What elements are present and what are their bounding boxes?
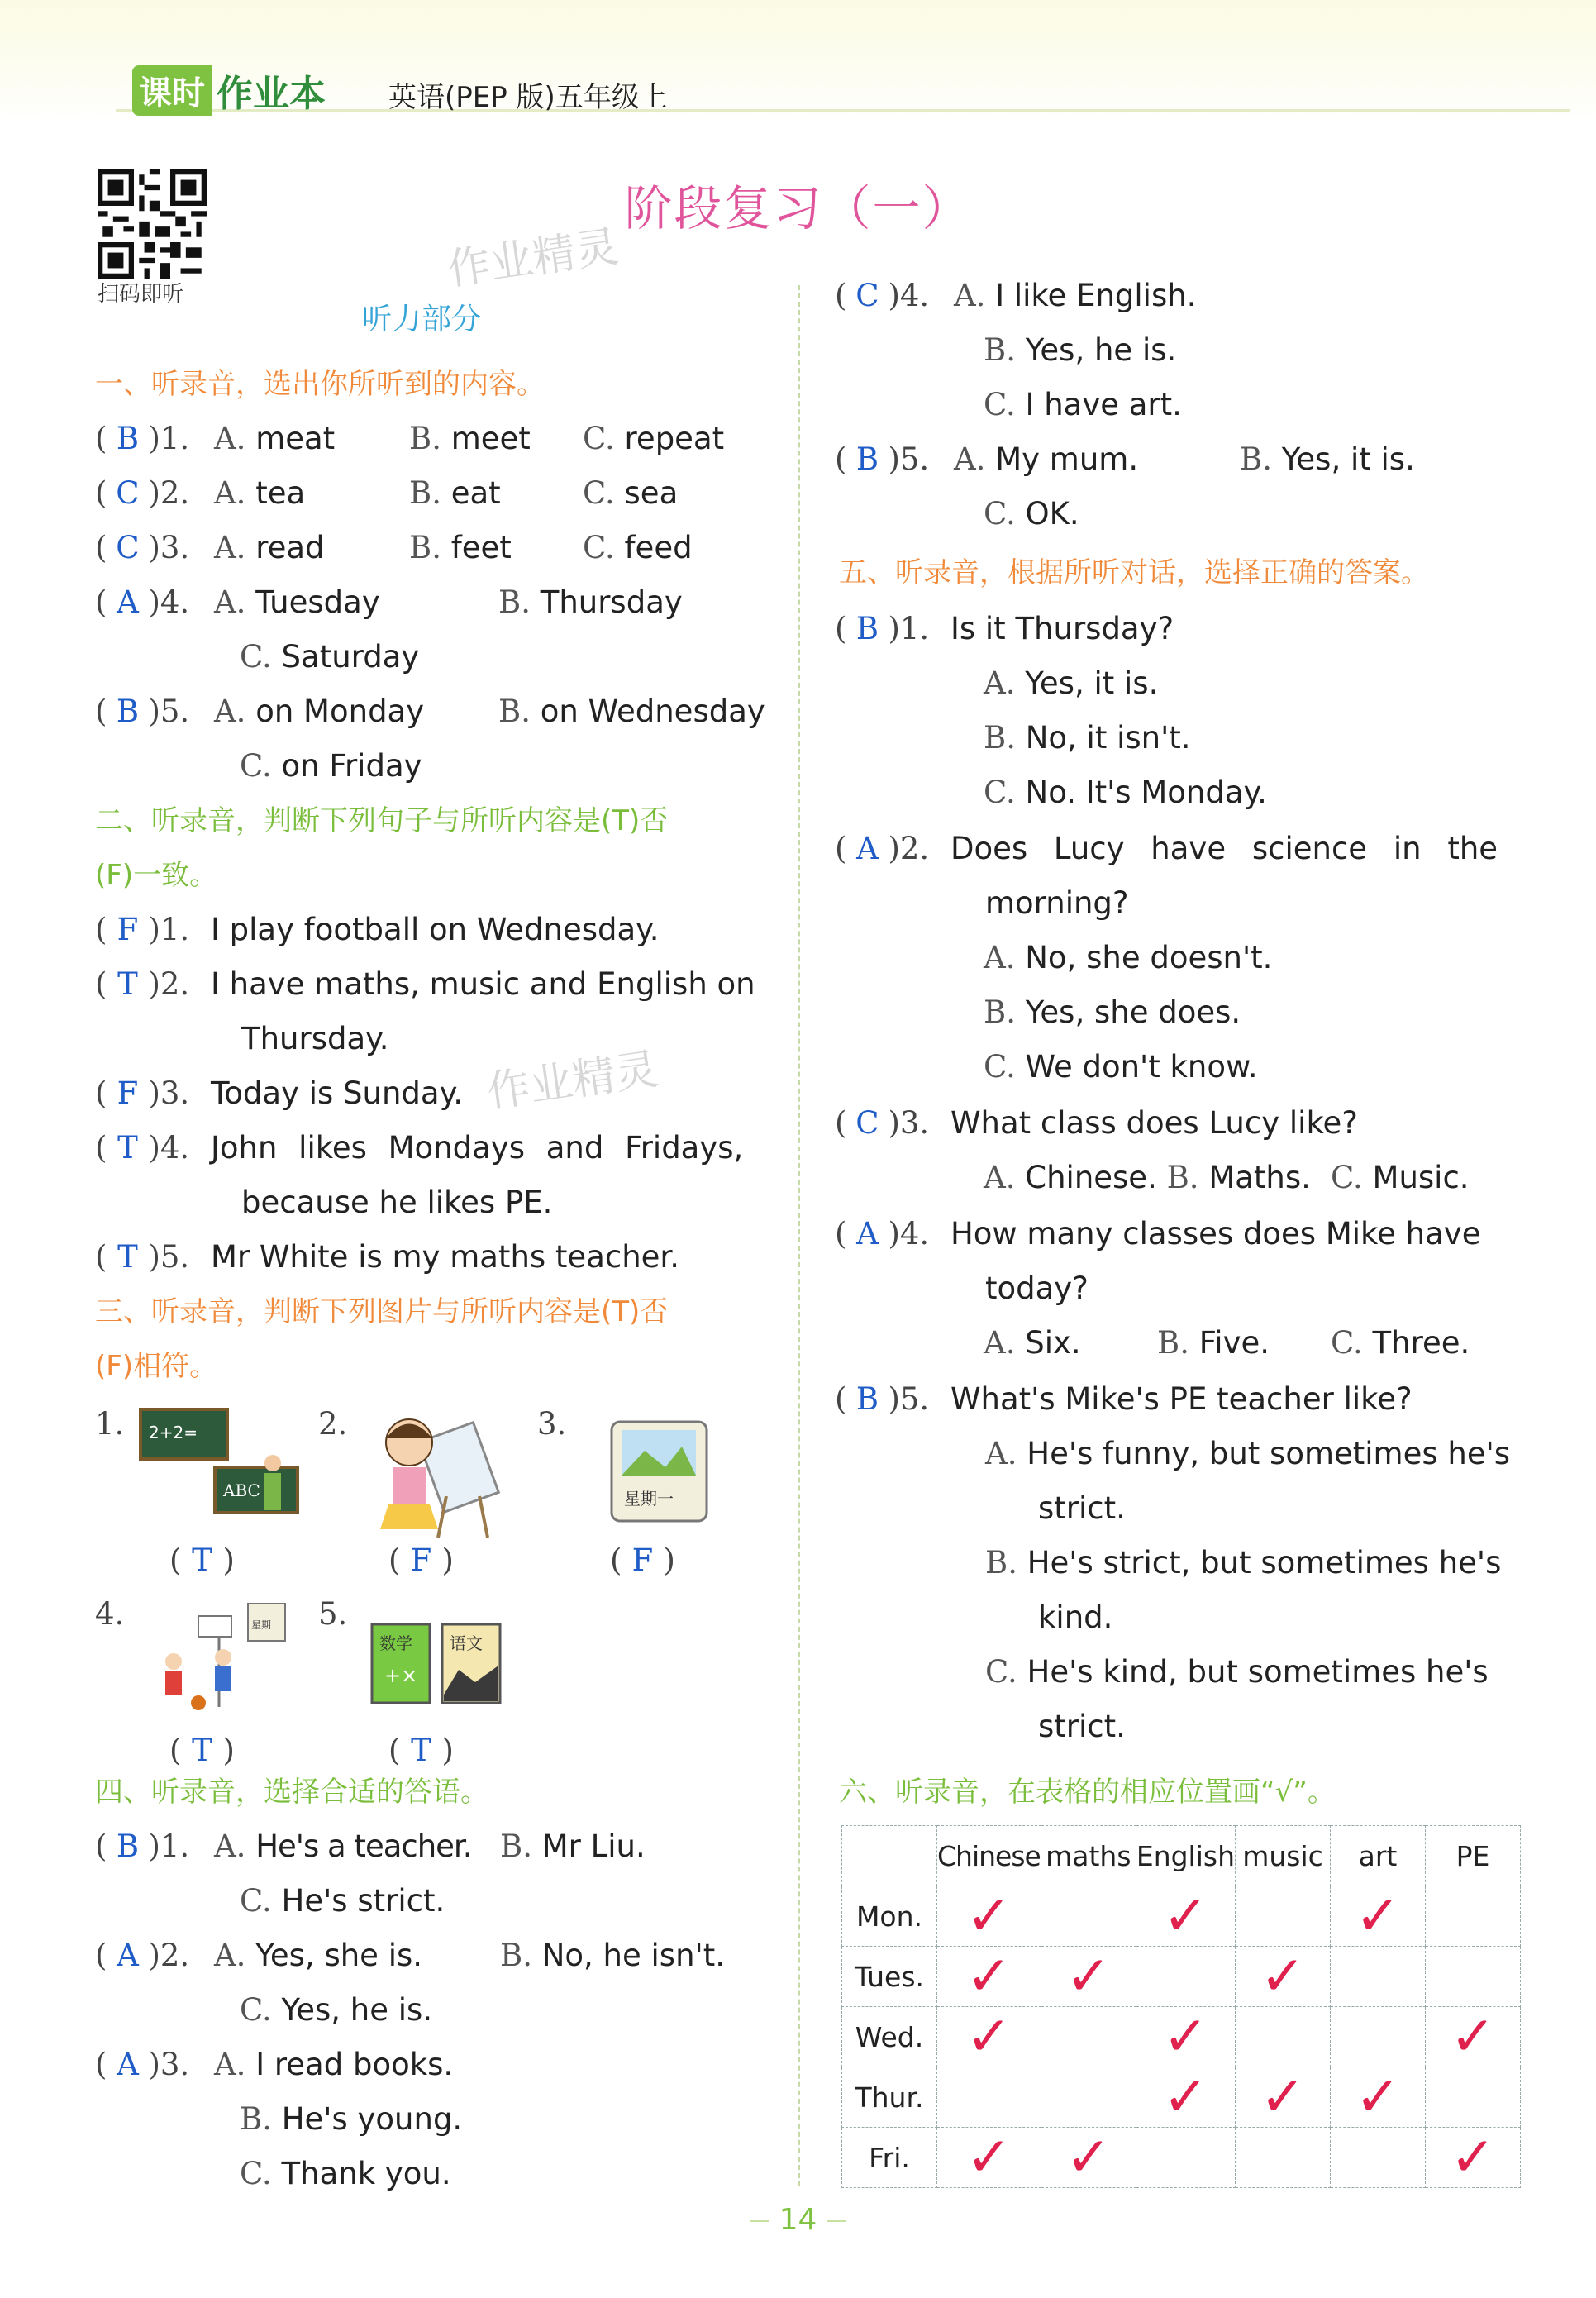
check-mark-icon: ✓: [1260, 1944, 1306, 2008]
s5-item-5-b: B. He's strict, but sometimes he's: [985, 1545, 1502, 1580]
s3-answer-5: ( T ): [388, 1724, 454, 1778]
s5-item-4: ( A )4. How many classes does Mike have: [835, 1207, 1480, 1261]
s2-item-2-cont: Thursday.: [241, 1021, 389, 1056]
s4-item-5: ( B )5. A. My mum. B. Yes, it is.: [835, 432, 1138, 487]
s5-item-5-a-cont: strict.: [1038, 1490, 1126, 1526]
page-title: 阶段复习（一）: [624, 180, 972, 236]
row-header: Tues.: [842, 1947, 937, 2007]
s5-item-1-a: A. Yes, it is.: [984, 665, 1159, 701]
answer: B: [855, 441, 879, 477]
s1-item-4: ( A )4. A. Tuesday B. Thursday: [95, 575, 380, 630]
s4-item-5-c: C. OK.: [984, 496, 1079, 532]
page-number: 14: [0, 2203, 1596, 2237]
s5-item-3: ( C )3. What class does Lucy like?: [835, 1096, 1358, 1151]
check-mark-icon: ✓: [1065, 1944, 1112, 2008]
tick-cell: [1426, 2007, 1521, 2067]
brand-part-a: 课时: [132, 65, 212, 116]
s4-item-4-c: C. I have art.: [984, 387, 1182, 422]
section-1-heading: 一、听录音，选出你所听到的内容。: [95, 368, 545, 401]
section-5-heading: 五、听录音，根据所听对话，选择正确的答案。: [839, 556, 1429, 589]
section-4-heading: 四、听录音，选择合适的答语。: [95, 1776, 488, 1809]
s5-item-2-cont: morning?: [985, 885, 1129, 921]
pic-text: ABC: [223, 1480, 260, 1500]
s5-item-2-a: A. No, she doesn't.: [984, 940, 1273, 975]
check-mark-icon: ✓: [1162, 2065, 1209, 2129]
answer: F: [117, 912, 139, 947]
table-row: [842, 1947, 1521, 2007]
check-mark-icon: ✓: [1450, 2125, 1496, 2189]
tick-cell: [937, 2007, 1041, 2067]
column-header: art: [1331, 1826, 1426, 1886]
s1-item-2: ( C )2. A. tea B. eat C. sea: [95, 466, 305, 521]
column-divider: [798, 285, 800, 2186]
watermark: 作业精灵: [444, 222, 622, 296]
tick-cell: [1041, 2067, 1136, 2128]
s4-item-4: ( C )4. A. I like English.: [835, 269, 1196, 323]
s4-item-3-b: B. He's young.: [240, 2101, 463, 2137]
answer: B: [855, 611, 879, 646]
row-header: Thur.: [842, 2067, 937, 2128]
s4-item-1-c: C. He's strict.: [240, 1883, 445, 1919]
answer: A: [856, 1216, 879, 1252]
s4-item-3-c: C. Thank you.: [240, 2156, 451, 2191]
check-mark-icon: ✓: [965, 2005, 1012, 2068]
answer: A: [117, 1938, 139, 1973]
tick-cell: [937, 2125, 1041, 2189]
check-mark-icon: ✓: [1450, 2005, 1496, 2068]
s2-item-4: ( T )4. John likes Mondays and Fridays,: [95, 1121, 743, 1175]
timetable: [841, 1825, 1521, 2188]
pic-text: 星期: [251, 1619, 272, 1631]
answer: F: [631, 1542, 654, 1578]
pic-text: 2+2=: [149, 1423, 198, 1442]
s5-item-4-cont: today?: [985, 1271, 1089, 1306]
s1-item-1: ( B )1. A. meat B. meet C. repeat: [95, 412, 335, 466]
tick-cell: [1236, 2067, 1331, 2128]
s3-picture-4: [141, 1600, 293, 1724]
answer: T: [117, 966, 138, 1002]
s2-item-1: ( F )1. I play football on Wednesday.: [95, 903, 660, 957]
tick-cell: [1331, 1947, 1426, 2007]
tick-cell: [1426, 2067, 1521, 2128]
answer: A: [856, 831, 879, 866]
tick-cell: [1426, 2125, 1521, 2189]
header-rule: [116, 109, 1570, 112]
answer: A: [117, 584, 139, 620]
brand-logo: [132, 66, 326, 114]
answer: T: [411, 1733, 431, 1768]
tick-cell: [1136, 2007, 1235, 2067]
s3-num-4: 4.: [95, 1596, 125, 1632]
tick-cell: [1236, 1886, 1331, 1947]
tick-cell: [1331, 1886, 1426, 1947]
column-header: Chinese: [937, 1826, 1041, 1886]
tick-cell: [1426, 1947, 1521, 2007]
tick-cell: [937, 2067, 1041, 2128]
s5-item-1-b: B. No, it isn't.: [984, 720, 1191, 756]
column-header: music: [1236, 1826, 1331, 1886]
s4-item-3: ( A )3. A. I read books.: [95, 2038, 453, 2092]
s3-answer-2: ( F ): [388, 1533, 454, 1588]
s3-num-2: 2.: [318, 1406, 348, 1442]
check-mark-icon: ✓: [1162, 1884, 1209, 1948]
s3-picture-3: [603, 1409, 715, 1529]
s4-item-2: ( A )2. A. Yes, she is. B. No, he isn't.: [95, 1929, 422, 1983]
s1-item-5: ( B )5. A. on Monday B. on Wednesday: [95, 684, 424, 739]
pic-text: 数学: [379, 1633, 412, 1653]
s3-num-3: 3.: [537, 1406, 567, 1442]
answer: B: [116, 1828, 140, 1864]
section-3-heading-cont: (F)相符。: [95, 1350, 218, 1383]
tick-cell: [1426, 1886, 1521, 1947]
tick-cell: [1041, 2125, 1136, 2189]
tick-cell: [1136, 2067, 1235, 2128]
s4-item-2-c: C. Yes, he is.: [240, 1992, 433, 2028]
s3-num-5: 5.: [318, 1596, 348, 1632]
tick-cell: [937, 1944, 1041, 2008]
row-header: Wed.: [842, 2007, 937, 2067]
pic-text: 星期一: [624, 1489, 674, 1509]
answer: T: [117, 1130, 138, 1166]
s2-item-2: ( T )2. I have maths, music and English on: [95, 957, 755, 1012]
tick-cell: [1041, 2007, 1136, 2067]
answer: F: [117, 1075, 139, 1111]
tick-cell: [1136, 1886, 1235, 1947]
s3-picture-1: [136, 1405, 302, 1538]
table-row: [842, 1886, 1521, 1947]
table-row: [842, 2067, 1521, 2128]
s5-item-3-options: A. Chinese. B. Maths. C. Music.: [984, 1160, 1470, 1195]
check-mark-icon: ✓: [965, 1944, 1012, 2008]
answer: T: [192, 1542, 212, 1578]
s3-picture-2: [364, 1405, 512, 1542]
section-2-heading: 二、听录音，判断下列句子与所听内容是(T)否: [95, 804, 669, 837]
answer: F: [410, 1542, 432, 1578]
check-mark-icon: ✓: [1162, 2005, 1209, 2068]
column-header: English: [1136, 1826, 1235, 1886]
tick-cell: [1041, 1944, 1136, 2008]
answer: T: [117, 1239, 138, 1275]
row-header: Fri.: [842, 2128, 937, 2188]
tick-cell: [1331, 2007, 1426, 2067]
check-mark-icon: ✓: [965, 1884, 1012, 1948]
s5-item-2-b: B. Yes, she does.: [984, 994, 1241, 1030]
s5-item-5-b-cont: kind.: [1038, 1600, 1113, 1635]
s5-item-5-c: C. He's kind, but sometimes he's: [985, 1654, 1489, 1690]
answer: C: [116, 475, 140, 511]
check-mark-icon: ✓: [1065, 2125, 1112, 2189]
answer: B: [855, 1381, 879, 1417]
tick-cell: [1331, 2128, 1426, 2188]
s2-item-5: ( T )5. Mr White is my maths teacher.: [95, 1230, 679, 1285]
s3-answer-3: ( F ): [610, 1533, 675, 1588]
s5-item-1-c: C. No. It's Monday.: [984, 775, 1267, 810]
row-header: Mon.: [842, 1886, 937, 1947]
s5-item-1: ( B )1. Is it Thursday?: [835, 602, 1174, 656]
s5-item-2-c: C. We don't know.: [984, 1049, 1258, 1085]
s1-item-4-c: C. Saturday: [240, 639, 420, 675]
section-3-heading: 三、听录音，判断下列图片与所听内容是(T)否: [95, 1295, 669, 1328]
section-2-heading-cont: (F)一致。: [95, 859, 218, 892]
answer: B: [116, 421, 140, 456]
s5-item-2: ( A )2. Does Lucy have science in the: [835, 822, 1498, 876]
answer: C: [855, 1105, 879, 1141]
subject-label: 英语(PEP 版)五年级上: [388, 81, 668, 114]
table-row: [842, 2007, 1521, 2067]
check-mark-icon: ✓: [1260, 2065, 1306, 2129]
tick-cell: [937, 1886, 1041, 1947]
tick-cell: [1236, 1944, 1331, 2008]
answer: A: [117, 2047, 139, 2082]
qr-caption: 扫码即听: [98, 282, 184, 307]
table-row: [842, 2128, 1521, 2188]
column-header: PE: [1426, 1826, 1521, 1886]
answer: B: [116, 694, 140, 729]
column-header: maths: [1041, 1826, 1136, 1886]
svg-text:+×: +×: [384, 1664, 418, 1687]
tick-cell: [1136, 1947, 1235, 2007]
table-header-row: [842, 1826, 1521, 1886]
brand-part-b: 作业本: [217, 73, 326, 115]
s5-item-5-a: A. He's funny, but sometimes he's: [985, 1436, 1511, 1471]
check-mark-icon: ✓: [1355, 1884, 1401, 1948]
check-mark-icon: ✓: [965, 2125, 1012, 2189]
s1-item-5-c: C. on Friday: [240, 748, 422, 784]
s2-item-3: ( F )3. Today is Sunday.: [95, 1066, 463, 1121]
s1-item-3: ( C )3. A. read B. feet C. feed: [95, 521, 325, 575]
s3-num-1: 1.: [95, 1406, 125, 1442]
check-mark-icon: ✓: [1355, 2065, 1401, 2129]
tick-cell: [1236, 2128, 1331, 2188]
s2-item-4-cont: because he likes PE.: [241, 1185, 553, 1220]
listening-part-label: 听力部分: [362, 303, 482, 336]
s3-answer-4: ( T ): [169, 1724, 235, 1778]
pic-text: 语文: [450, 1633, 483, 1653]
answer: C: [116, 530, 140, 565]
s3-answer-1: ( T ): [169, 1533, 235, 1588]
tick-cell: [1041, 1886, 1136, 1947]
s5-item-4-options: A. Six. B. Five. C. Three.: [984, 1325, 1470, 1361]
s4-item-4-b: B. Yes, he is.: [984, 332, 1177, 368]
tick-cell: [1331, 2067, 1426, 2128]
s5-item-5-c-cont: strict.: [1038, 1709, 1126, 1744]
tick-cell: [1236, 2007, 1331, 2067]
s3-picture-5: [368, 1620, 508, 1711]
watermark: 作业精灵: [484, 1044, 661, 1118]
s5-item-5: ( B )5. What's Mike's PE teacher like?: [835, 1372, 1413, 1427]
s4-item-1: ( B )1. A. He's a teacher. B. Mr Liu.: [95, 1819, 472, 1874]
answer: T: [192, 1733, 212, 1768]
answer: C: [855, 278, 879, 313]
tick-cell: [1136, 2128, 1235, 2188]
section-6-heading: 六、听录音，在表格的相应位置画“√”。: [839, 1776, 1336, 1809]
